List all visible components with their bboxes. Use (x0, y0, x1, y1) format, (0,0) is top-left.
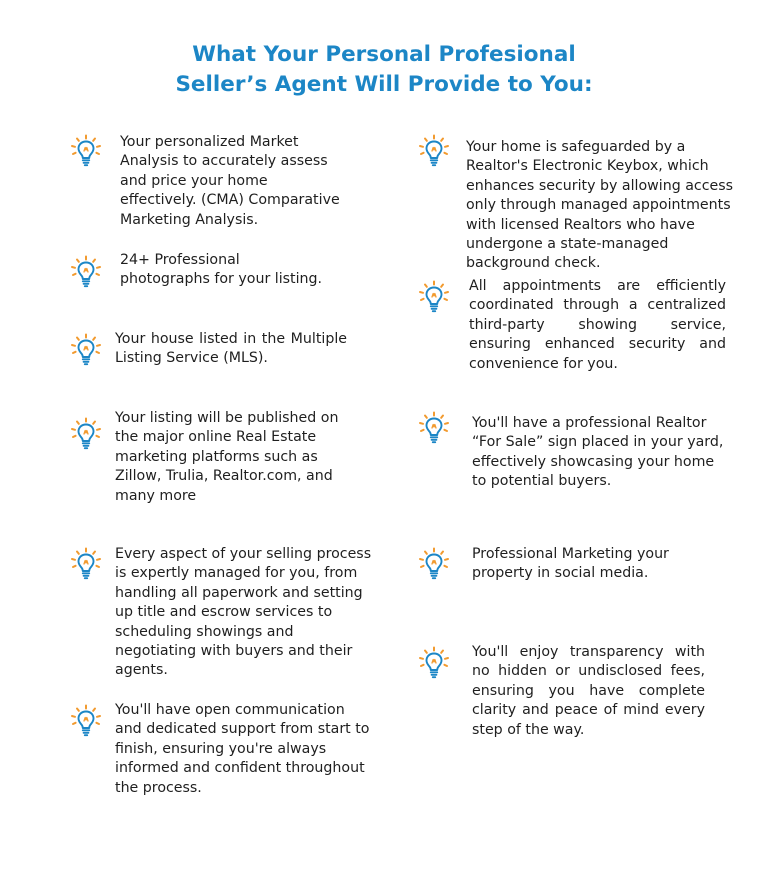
list-item-text: You'll have a professional Realtor “For Sale” sign placed in your yard, effectively showcasing your home to potential buyers. (472, 415, 724, 490)
list-item-text: Your personalized Market Analysis to accurately assess and price your home effectively. (CMA) Comparative Marketing Analysis. (120, 134, 340, 228)
list-item-text: 24+ Professional photographs for your listing. (120, 252, 323, 288)
lightbulb-icon (418, 280, 450, 314)
lightbulb-icon (418, 411, 450, 445)
lightbulb-icon (70, 134, 102, 168)
lightbulb-icon (70, 704, 102, 738)
list-item-text: You'll enjoy transparency with no hidden or undisclosed fees, ensuring you have complete clarity and peace of mind every step of the way. (472, 644, 705, 738)
title-line-2: Seller’s Agent Will Provide to You: (175, 72, 593, 97)
lightbulb-icon (70, 255, 102, 289)
list-item-text: Every aspect of your selling process is expertly managed for you, from handling all paperwork and setting up title and escrow services to scheduling showings and negotiating with buyers and their agents. (115, 546, 372, 679)
lightbulb-icon (418, 547, 450, 581)
list-item-text: Your listing will be published on the major online Real Estate marketing platforms such as Zillow, Trulia, Realtor.com, and many more (115, 410, 339, 504)
page-title (0, 40, 768, 100)
lightbulb-icon (418, 134, 450, 168)
title-line-1: What Your Personal Profesional (192, 42, 576, 67)
list-item-text: Professional Marketing your property in social media. (472, 546, 669, 582)
lightbulb-icon (70, 333, 102, 367)
lightbulb-icon (70, 417, 102, 451)
list-item-text: Your house listed in the Multiple Listing Service (MLS). (115, 331, 347, 367)
list-item-text: All appointments are efficiently coordinated through a centralized third-party showing service, ensuring enhanced security and convenience for you. (469, 278, 726, 372)
lightbulb-icon (418, 646, 450, 680)
lightbulb-icon (70, 547, 102, 581)
list-item-text: Your home is safeguarded by a Realtor's Electronic Keybox, which enhances security by allowing access only through managed appointments with licensed Realtors who have undergone a state-managed background check. (466, 139, 734, 272)
list-item-text: You'll have open communication and dedicated support from start to finish, ensuring you're always informed and confident throughout the process. (115, 702, 370, 796)
